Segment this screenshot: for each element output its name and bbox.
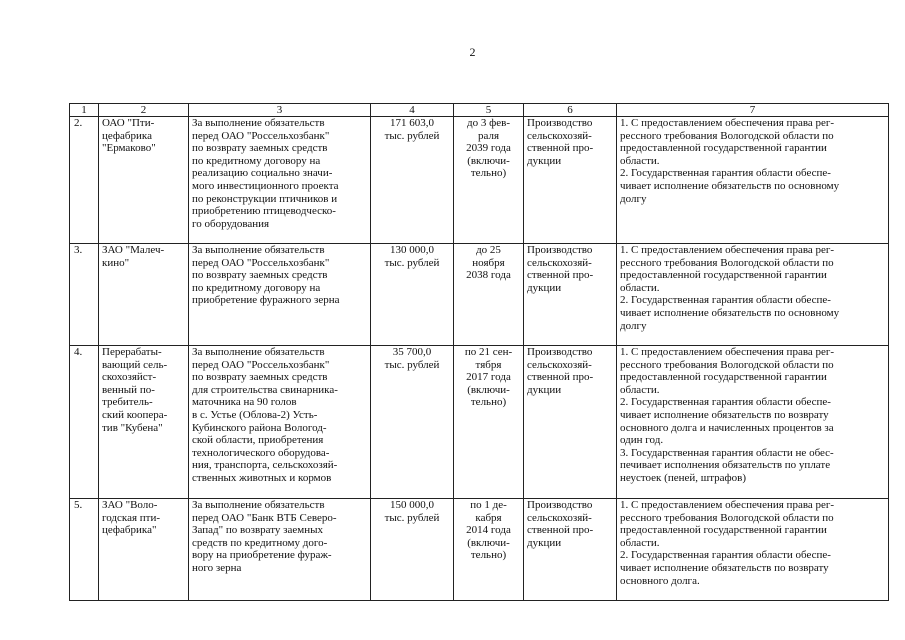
guarantee-amount	[371, 499, 454, 601]
row-number: 4.	[70, 346, 99, 499]
guarantee-term-line: 2014 года	[466, 524, 511, 537]
organization-name-line: ЗАО "Воло-	[102, 499, 158, 511]
guarantee-purpose-line: перед ОАО "Банк ВТБ Северо-	[192, 511, 337, 524]
guarantee-term-line: по 1 де-	[470, 499, 507, 511]
guarantee-purpose-line: Кубинского района Вологод-	[192, 421, 327, 434]
organization-name-line: требитель-	[102, 396, 153, 409]
guarantee-amount-line: 35 700,0	[392, 346, 432, 358]
guarantee-conditions-line: долгу	[620, 192, 647, 205]
guarantee-purpose-line: реализацию социально значи-	[192, 167, 333, 180]
guarantee-purpose-line: по кредитному договору на	[192, 154, 321, 167]
guarantee-conditions-line: 1. С предоставлением обеспечения права рег-	[620, 346, 835, 358]
industry-field	[524, 499, 617, 601]
table-row	[70, 499, 889, 601]
guarantee-term	[454, 244, 524, 346]
guarantee-purpose	[189, 346, 371, 499]
industry-field-line: дукции	[527, 281, 562, 294]
guarantee-purpose-line: для строительства свинарника-	[192, 383, 338, 396]
guarantee-conditions-line: основного долга.	[620, 574, 700, 587]
guarantee-purpose-line: За выполнение обязательств	[192, 499, 325, 511]
guarantee-purpose	[189, 499, 371, 601]
guarantee-purpose-line: приобретение фуражного зерна	[192, 294, 340, 307]
page-number: 2	[469, 45, 476, 59]
guarantee-purpose-line: в с. Устье (Облова-2) Усть-	[192, 408, 318, 421]
guarantee-conditions	[617, 346, 889, 499]
guarantee-purpose	[189, 117, 371, 244]
guarantee-conditions-line: предоставленной государственной гарантии	[620, 142, 827, 155]
guarantee-purpose-line: перед ОАО "Россельхозбанк"	[192, 256, 330, 269]
industry-field-line: дукции	[527, 536, 562, 549]
guarantee-conditions-line: области.	[620, 154, 660, 167]
organization-name-line: кино"	[102, 256, 130, 269]
guarantee-purpose-line: по возврату заемных средств	[192, 142, 328, 155]
organization-name-line: ский коопера-	[102, 408, 168, 421]
guarantee-term-line: тября	[475, 358, 502, 371]
industry-field-line: сельскохозяй-	[527, 358, 592, 371]
guarantee-amount-line: тыс. рублей	[384, 511, 440, 524]
guarantee-purpose-line: За выполнение обязательств	[192, 117, 325, 129]
industry-field-line: Производство	[527, 499, 593, 511]
guarantee-purpose-line: вору на приобретение фураж-	[192, 549, 332, 562]
guarantee-purpose-line: го оборудования	[192, 217, 270, 230]
guarantee-term-line: тельно)	[470, 167, 507, 180]
industry-field-line: ственной про-	[527, 142, 594, 155]
column-header: 2	[99, 104, 189, 117]
guarantee-conditions-line: чивает исполнение обязательств по возврату	[620, 561, 829, 574]
guarantee-purpose-line: ного зерна	[192, 561, 242, 574]
guarantee-purpose-line: ственных животных и кормов	[192, 471, 332, 484]
row-number: 3.	[70, 244, 99, 346]
industry-field-line: сельскохозяй-	[527, 511, 592, 524]
organization-name-line: цефабрика	[102, 129, 152, 142]
industry-field-line: Производство	[527, 244, 593, 256]
organization-name-line: ЗАО "Малеч-	[102, 244, 165, 256]
guarantee-conditions-line: рессного требования Вологодской области по	[620, 256, 834, 269]
guarantee-purpose-line: технологического оборудова-	[192, 446, 330, 459]
guarantee-term-line: 2038 года	[466, 269, 511, 282]
column-header: 5	[454, 104, 524, 117]
guarantee-amount	[371, 244, 454, 346]
industry-field	[524, 346, 617, 499]
guarantee-conditions-line: долгу	[620, 319, 647, 332]
guarantee-term	[454, 346, 524, 499]
guarantee-purpose-line: средств по кредитному дого-	[192, 536, 328, 549]
guarantee-conditions-line: 3. Государственная гарантия области не обес-	[620, 446, 834, 459]
guarantee-conditions-line: рессного требования Вологодской области по	[620, 511, 834, 524]
guarantee-term-line: тельно)	[470, 549, 507, 562]
guarantee-purpose-line: перед ОАО "Россельхозбанк"	[192, 129, 330, 142]
table-row	[70, 244, 889, 346]
guarantee-term-line: кабря	[475, 511, 502, 524]
guarantees-table	[69, 103, 889, 601]
guarantee-purpose-line: маточника на 90 голов	[192, 396, 297, 409]
column-header: 7	[617, 104, 889, 117]
guarantee-conditions-line: основного долга и начисленных процентов за	[620, 421, 834, 434]
guarantee-conditions	[617, 244, 889, 346]
guarantee-amount	[371, 117, 454, 244]
guarantee-term-line: тельно)	[470, 396, 507, 409]
guarantee-term-line: (включи-	[467, 383, 510, 396]
guarantee-term	[454, 117, 524, 244]
guarantee-term-line: 2017 года	[466, 371, 511, 384]
guarantee-conditions	[617, 117, 889, 244]
industry-field	[524, 117, 617, 244]
industry-field-line: дукции	[527, 383, 562, 396]
guarantee-conditions-line: 2. Государственная гарантия области обеспе-	[620, 167, 831, 180]
organization-name-line: скохозяйст-	[102, 371, 157, 384]
guarantee-conditions-line: неустоек (пеней, штрафов)	[620, 471, 747, 484]
row-number: 5.	[70, 499, 99, 601]
guarantee-amount-line: 171 603,0	[390, 117, 434, 129]
organization-name	[99, 244, 189, 346]
guarantee-amount-line: 150 000,0	[390, 499, 434, 511]
table-row	[70, 117, 889, 244]
guarantee-conditions-line: один год.	[620, 434, 664, 447]
organization-name	[99, 346, 189, 499]
industry-field	[524, 244, 617, 346]
guarantee-conditions-line: рессного требования Вологодской области по	[620, 129, 834, 142]
table-row	[70, 346, 889, 499]
organization-name-line: Перерабаты-	[102, 346, 162, 358]
guarantee-purpose-line: За выполнение обязательств	[192, 244, 325, 256]
guarantee-conditions-line: 2. Государственная гарантия области обеспе-	[620, 396, 831, 409]
guarantee-term-line: по 21 сен-	[464, 346, 513, 358]
column-header: 1	[70, 104, 99, 117]
guarantee-purpose-line: перед ОАО "Россельхозбанк"	[192, 358, 330, 371]
guarantee-purpose-line: по реконструкции птичников и	[192, 192, 338, 205]
industry-field-line: ственной про-	[527, 371, 594, 384]
guarantee-term-line: ноября	[472, 256, 505, 269]
guarantee-conditions-line: печивает исполнения обязательств по уплате	[620, 459, 831, 472]
guarantee-amount-line: 130 000,0	[390, 244, 434, 256]
guarantee-amount-line: тыс. рублей	[384, 256, 440, 269]
guarantee-conditions-line: 2. Государственная гарантия области обеспе-	[620, 549, 831, 562]
column-header: 6	[524, 104, 617, 117]
guarantee-conditions-line: области.	[620, 383, 660, 396]
guarantee-amount-line: тыс. рублей	[384, 129, 440, 142]
organization-name-line: вающий сель-	[102, 358, 168, 371]
guarantee-term-line: 2039 года	[466, 142, 511, 155]
guarantee-conditions-line: предоставленной государственной гарантии	[620, 524, 827, 537]
guarantee-purpose-line: Запад" по возврату заемных	[192, 524, 324, 537]
organization-name-line: ОАО "Пти-	[102, 117, 155, 129]
guarantee-term-line: до 25	[476, 244, 501, 256]
column-header: 4	[371, 104, 454, 117]
guarantee-conditions	[617, 499, 889, 601]
guarantee-purpose-line: приобретению птицеводческо-	[192, 205, 336, 218]
industry-field-line: ственной про-	[527, 524, 594, 537]
organization-name-line: тив "Кубена"	[102, 421, 163, 434]
guarantee-purpose-line: по кредитному договору на	[192, 281, 321, 294]
guarantee-conditions-line: чивает исполнение обязательств по возврату	[620, 408, 829, 421]
guarantee-purpose-line: ской области, приобретения	[192, 434, 324, 447]
organization-name	[99, 117, 189, 244]
industry-field-line: сельскохозяй-	[527, 256, 592, 269]
industry-field-line: Производство	[527, 346, 593, 358]
table-header-row	[70, 104, 889, 117]
industry-field-line: сельскохозяй-	[527, 129, 592, 142]
industry-field-line: дукции	[527, 154, 562, 167]
guarantee-purpose	[189, 244, 371, 346]
guarantee-purpose-line: мого инвестиционного проекта	[192, 179, 339, 192]
column-header: 3	[189, 104, 371, 117]
organization-name-line: венный по-	[102, 383, 155, 396]
guarantee-term-line: раля	[477, 129, 500, 142]
guarantee-conditions-line: 1. С предоставлением обеспечения права рег-	[620, 117, 835, 129]
guarantee-amount	[371, 346, 454, 499]
row-number: 2.	[70, 117, 99, 244]
guarantee-conditions-line: предоставленной государственной гарантии	[620, 269, 827, 282]
guarantee-conditions-line: 1. С предоставлением обеспечения права рег-	[620, 244, 835, 256]
guarantee-conditions-line: 1. С предоставлением обеспечения права рег-	[620, 499, 835, 511]
guarantee-term-line: (включи-	[467, 536, 510, 549]
guarantee-conditions-line: области.	[620, 281, 660, 294]
guarantee-conditions-line: предоставленной государственной гарантии	[620, 371, 827, 384]
guarantee-amount-line: тыс. рублей	[384, 358, 440, 371]
guarantee-conditions-line: рессного требования Вологодской области по	[620, 358, 834, 371]
guarantee-term	[454, 499, 524, 601]
guarantee-conditions-line: области.	[620, 536, 660, 549]
industry-field-line: Производство	[527, 117, 593, 129]
guarantee-conditions-line: чивает исполнение обязательств по основному	[620, 179, 840, 192]
guarantee-term-line: до 3 фев-	[467, 117, 510, 129]
industry-field-line: ственной про-	[527, 269, 594, 282]
organization-name	[99, 499, 189, 601]
guarantee-purpose-line: по возврату заемных средств	[192, 371, 328, 384]
guarantee-conditions-line: чивает исполнение обязательств по основному	[620, 306, 840, 319]
guarantee-purpose-line: ния, транспорта, сельскохозяй-	[192, 459, 338, 472]
guarantee-conditions-line: 2. Государственная гарантия области обеспе-	[620, 294, 831, 307]
guarantee-purpose-line: по возврату заемных средств	[192, 269, 328, 282]
organization-name-line: годская пти-	[102, 511, 161, 524]
guarantee-purpose-line: За выполнение обязательств	[192, 346, 325, 358]
organization-name-line: цефабрика"	[102, 524, 157, 537]
organization-name-line: "Ермаково"	[102, 142, 156, 155]
guarantee-term-line: (включи-	[467, 154, 510, 167]
